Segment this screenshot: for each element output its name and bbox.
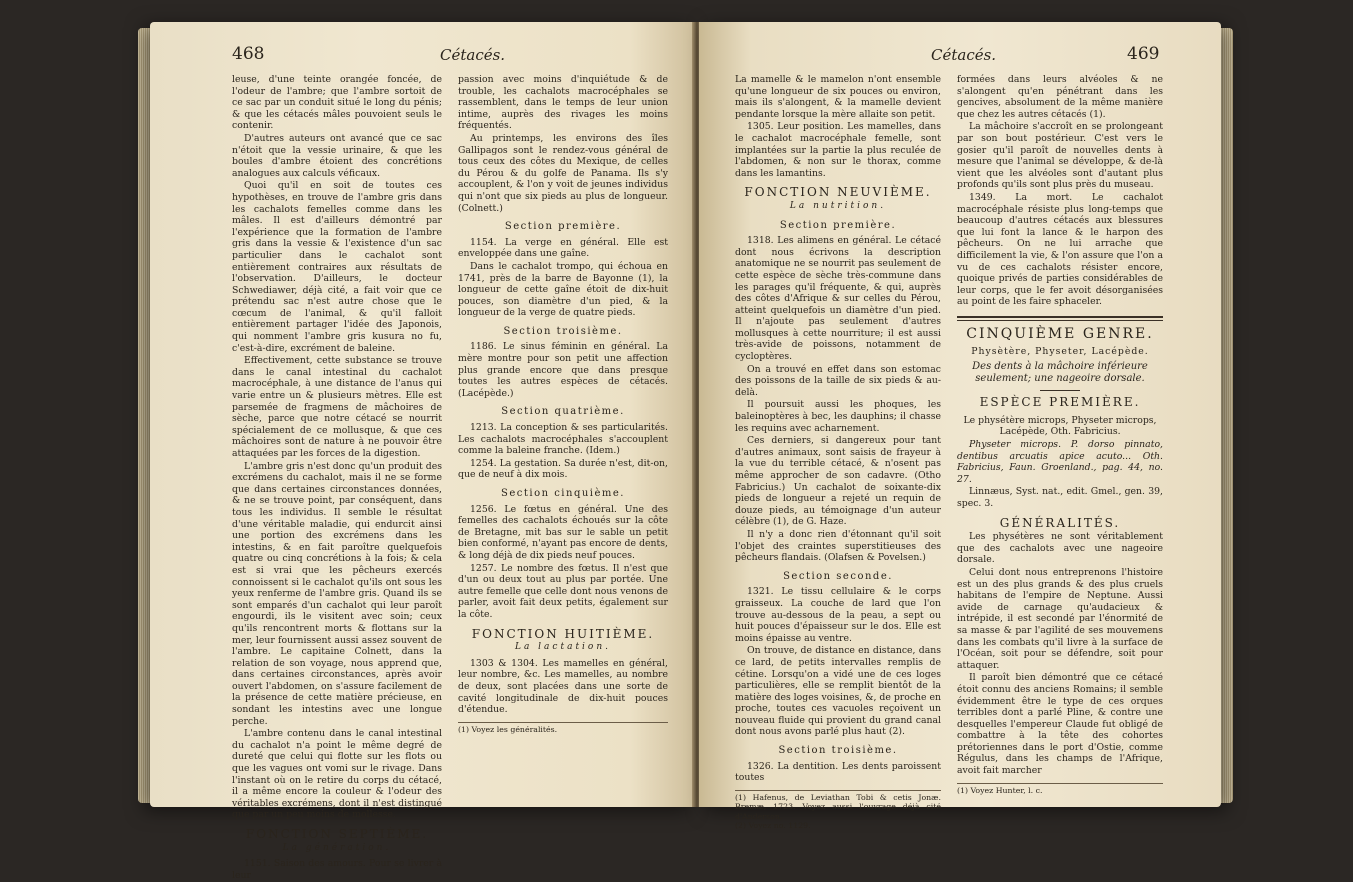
paragraph: Ces derniers, si dangereux pour tant d'autres animaux, sont saisis de frayeur à la vue du terrible cétacé, & n'osent pas même approcher de son cadavre. (Otho Fabricius.) Un cachalot de soixante-dix pieds de longueur a rejeté un requin de douze pieds, au témoignage d'un auteur célèbre (1), de G. Haze. bbox=[735, 435, 941, 528]
paragraph: Les physétères ne sont véritablement que des cachalots avec une nageoire dorsale. bbox=[957, 531, 1163, 566]
paragraph: Il poursuit aussi les phoques, les baleinoptères à bec, les dauphins; il chasse les requins avec acharnement. bbox=[735, 399, 941, 434]
paragraph: Quoi qu'il en soit de toutes ces hypothèses, en trouve de l'ambre gris dans les cachalots femelles comme dans les mâles. Il est d'ailleurs démontré par l'expérience que la formation de l'ambre gris dans la vessie & l'existence d'un sac particulier dans le cachalot sont entièrement contraires aux résultats de l'observation. D'ailleurs, le docteur Schwediawer, déjà cité, a fait voir que ce prétendu sac n'est autre chose que le cœcum de l'animal, & qu'il falloit entièrement partager l'idée des Japonois, qui nomment l'ambre gris kusura no fu, c'est-à-dire, excrément de baleine. bbox=[232, 180, 442, 354]
footnotes bbox=[458, 722, 668, 734]
section-heading: Section cinquième. bbox=[500, 488, 625, 499]
footnote: (2) Voyez no. 1129. bbox=[735, 821, 811, 831]
paragraph: 1305. Leur position. Les mamelles, dans le cachalot macrocéphale femelle, sont implantées sur la partie la plus reculée de l'abdomen, & non sur le thorax, comme dans les lamantins. bbox=[735, 121, 941, 179]
genus-heading: CINQUIÈME GENRE. bbox=[966, 325, 1154, 342]
species-reference: Linnæus, Syst. nat., edit. Gmel., gen. 39, spec. 3. bbox=[957, 486, 1163, 509]
paragraph: 1326. La dentition. Les dents paroissent toutes bbox=[735, 760, 941, 784]
paragraph: formées dans leurs alvéoles & ne s'alongent qu'en pénétrant dans les gencives, absolument de la même manière que chez les autres cétacés (1). bbox=[957, 74, 1163, 120]
species-synonym: Physeter microps. P. dorso pinnato, dentibus arcuatis apice acuto... Oth. Fabricius, Faun. Groenland., pag. 44, no. 27. bbox=[957, 439, 1163, 485]
paragraph: On trouve, de distance en distance, dans ce lard, de petits intervalles remplis de cétine. Lorsqu'on a vidé une de ces loges particulières, elle se remplit bientôt de la matière des loges voisines, &, de proche en proche, toutes ces vacuoles reçoivent un nouveau fluide qui provient du grand canal dont nous avons parlé plus haut (2). bbox=[735, 645, 941, 738]
paragraph: 1303 & 1304. Les mamelles en général, leur nombre, &c. Les mamelles, au nombre de deux, sont placées dans une sorte de cavité longitudinale de dix-huit pouces d'étendue. bbox=[458, 657, 668, 716]
function-subheading: La nutrition. bbox=[789, 200, 887, 211]
species-name: Le physétère microps, Physeter microps, Lacépède, Oth. Fabricius. bbox=[963, 414, 1157, 438]
footnote: (1) Voyez les généralités. bbox=[458, 724, 558, 734]
genus-description: Des dents à la mâchoire inférieure seulement; une nageoire dorsale. bbox=[972, 361, 1148, 384]
paragraph: leuse, d'une teinte orangée foncée, de l'odeur de l'ambre; que l'ambre sortoit de ce sac par un conduit situé le long du pénis; & que les cétacés mâles pouvoient seuls le contenir. bbox=[232, 74, 442, 132]
right-page-number: 469 bbox=[1127, 44, 1160, 64]
right-page bbox=[699, 22, 1221, 831]
genus-name: Physètère, Physeter, Lacépède. bbox=[971, 346, 1149, 358]
section-heading: Section troisième. bbox=[503, 325, 623, 337]
short-rule bbox=[1040, 390, 1080, 391]
double-rule bbox=[957, 316, 1163, 321]
section-heading: Section troisième. bbox=[778, 745, 898, 757]
left-column-2 bbox=[458, 74, 668, 734]
right-running-header: Cétacés. bbox=[931, 46, 997, 64]
footnote: (1) Voyez Hunter, l. c. bbox=[957, 785, 1043, 795]
paragraph: 1213. La conception & ses particularités. Les cachalots macrocéphales s'accouplent comme la baleine franche. (Idem.) bbox=[458, 422, 668, 457]
paragraph: 1254. La gestation. Sa durée n'est, dit-on, que de neuf à dix mois. bbox=[458, 457, 668, 481]
paragraph: 1349. La mort. Le cachalot macrocéphale résiste plus long-temps que beaucoup d'autres cétacés aux blessures que lui font la lance & le harpon des pêcheurs. On ne lui arrache que difficilement la vie, & l'on assure que l'on a vu de ces cachalots résister encore, quoique privés de parties considérables de leur corps, que le fer avoit désorganisées au point de les faire sphaceler. bbox=[957, 191, 1163, 308]
function-heading: FONCTION NEUVIÈME. bbox=[744, 185, 932, 200]
paragraph: 1154. La verge en général. Elle est enveloppée dans une gaîne. bbox=[458, 236, 668, 260]
paragraph: Dans le cachalot trompo, qui échoua en 1741, près de la barre de Bayonne (1), la longueur de cette gaîne étoit de dix-huit pouces, son diamètre d'un pied, & la longueur de la verge de quatre pieds. bbox=[458, 260, 668, 319]
paragraph: D'autres auteurs ont avancé que ce sac n'étoit que la vessie urinaire, & que les boules d'ambre étoient des concrétions analogues aux calculs véficaux. bbox=[232, 132, 442, 179]
paragraph: L'ambre contenu dans le canal intestinal du cachalot n'a point le même degré de dureté que celui qui flotte sur les flots ou que les vagues ont vomi sur le rivage. Dans l'instant où on le retire du corps du cétacé, il a même encore la couleur & l'odeur des véritables excrémens, dont il n'est distingué que par un peu moins de mollesse. bbox=[232, 728, 442, 821]
function-subheading: La lactation. bbox=[514, 642, 612, 653]
right-column-2 bbox=[957, 74, 1163, 795]
section-heading: Section quatrième. bbox=[501, 406, 625, 418]
section-heading: Section première. bbox=[504, 221, 622, 233]
paragraph: La mâchoire s'accroît en se prolongeant par son bout postérieur. C'est vers le gosier qu'il paroît de nouvelles dents à mesure que l'animal se développe, & de-là vient que les alvéoles sont d'autant plus profonds qu'ils sont plus près du museau. bbox=[957, 121, 1163, 191]
paragraph: 1257. Le nombre des fœtus. Il n'est que d'un ou deux tout au plus par portée. Une autre femelle que celle dont nous venons de parler, avoit fait deux petits, également sur la côte. bbox=[458, 562, 668, 620]
paragraph: L'ambre gris n'est donc qu'un produit des excrémens du cachalot, mais il ne se forme que dans certaines circonstances données, & ne se trouve point, par conséquent, dans tous les individus. Il semble le résultat d'une véritable maladie, qui endurcit ainsi une portion des excrémens dans les intestins, & en fait paroître quelquefois quatre ou cinq concrétions à la fois; & cela est si vrai que les pêcheurs exercés connoissent si le cachalot qu'ils ont sous les yeux renferme de l'ambre gris. Quand ils se sont emparés d'un cachalot qui leur paroît engourdi, ils le visitent avec soin; ceux qu'ils rencontrent morts & flottans sur la mer, leur fournissent aussi assez souvent de l'ambre. Le capitaine Colnett, dans la relation de son voyage, nous apprend que, dans certaines circonstances, après avoir ouvert l'abdomen, on s'assure facilement de la présence de cette matière précieuse, en sondant les intestins avec une longue perche. bbox=[232, 460, 442, 727]
function-subheading: La génération. bbox=[282, 842, 392, 853]
footnotes bbox=[957, 783, 1163, 795]
left-page-number: 468 bbox=[232, 44, 265, 64]
left-page bbox=[150, 22, 695, 881]
function-heading: FONCTION SEPTIÈME. bbox=[245, 827, 429, 841]
generalities-heading: GÉNÉRALITÉS. bbox=[999, 515, 1121, 530]
paragraph: Il paroît bien démontré que ce cétacé étoit connu des anciens Romains; il semble évidemment être le type de ces orques terribles dont a parlé Pline, & contre une desquelles l'empereur Claude fut obligé de combattre à la tête des cohortes prétoriennes dans le port d'Ostie, comme Régulus, dans les champs de l'Afrique, avoit fait marcher bbox=[957, 672, 1163, 777]
paragraph: Effectivement, cette substance se trouve dans le canal intestinal du cachalot macrocéphale, à une distance de l'anus qui varie entre un & plusieurs mètres. Elle est parsemée de fragmens de mâchoires de sèche, parce que notre cétacé se nourrit spécialement de ce mollusque, & que ces mâchoires sont de nature à ne pouvoir être attaquées par les forces de la digestion. bbox=[232, 355, 442, 459]
footnotes bbox=[735, 790, 941, 831]
species-heading: ESPÈCE PREMIÈRE. bbox=[979, 395, 1141, 410]
paragraph: On a trouvé en effet dans son estomac des poissons de la taille de six pieds & au-delà. bbox=[735, 363, 941, 398]
paragraph: 1318. Les alimens en général. Le cétacé dont nous écrivons la description anatomique ne se nourrit pas seulement de cette espèce de sèche très-commune dans les parages qu'il fréquente, & qui, auprès des côtes d'Afrique & sur celles du Pérou, atteint quelquefois un diamètre d'un pied. Il n'ajoute pas seulement d'autres mollusques à cette nourriture; il est aussi très-avide de poissons, notamment de cycloptères. bbox=[735, 235, 941, 363]
footnote: (1) Hafenus, de Leviathan Tobi & cetis Jonæ. Bremæ, 1723. Voyez aussi l'ouvrage déjà cité d'Anderson. bbox=[735, 792, 941, 821]
paragraph: passion avec moins d'inquiétude & de trouble, les cachalots macrocéphales se rassemblent, dans le temps de leur union intime, auprès des rivages les moins fréquentés. bbox=[458, 74, 668, 132]
paragraph: 1186. Le sinus féminin en général. La mère montre pour son petit une affection plus grande encore que dans presque toutes les autres espèces de cétacés. (Lacépède.) bbox=[458, 341, 668, 399]
right-page-edge bbox=[1219, 28, 1233, 803]
paragraph: 1256. Le fœtus en général. Une des femelles des cachalots échoués sur la côte de Bretagne, mit bas sur le sable un petit bien conformé, n'ayant pas encore de dents, & long déjà de dix pieds neuf pouces. bbox=[458, 503, 668, 561]
right-column-1 bbox=[735, 74, 941, 830]
left-column-1 bbox=[232, 74, 442, 882]
section-heading: Section première. bbox=[779, 219, 897, 231]
function-heading: FONCTION HUITIÈME. bbox=[471, 626, 655, 641]
paragraph: 1321. Le tissu cellulaire & le corps graisseux. La couche de lard que l'on trouve au-dessous de la peau, a sept ou huit pouces d'épaisseur sur le dos. Elle est moins épaisse au ventre. bbox=[735, 586, 941, 644]
paragraph: Au printemps, les environs des îles Gallipagos sont le rendez-vous général de tous ceux des côtes du Mexique, de celles du Pérou & du golfe de Panama. Ils s'y accouplent, & l'on y voit de jeunes individus qui n'ont que six pieds au plus de longueur. (Colnett.) bbox=[458, 132, 668, 214]
paragraph: Il n'y a donc rien d'étonnant qu'il soit l'objet des craintes superstitieuses des pêcheurs flandais. (Olafsen & Povelsen.) bbox=[735, 528, 941, 564]
section-heading: Section seconde. bbox=[783, 570, 893, 582]
paragraph: 1151. Saison des amours. Pour se livrer à leur bbox=[232, 858, 442, 881]
left-running-header: Cétacés. bbox=[440, 46, 506, 64]
paragraph: Celui dont nous entreprenons l'histoire est un des plus grands & des plus cruels habitans de l'empire de Neptune. Aussi avide de carnage qu'audacieux & intrépide, il est secondé par l'énormité de sa masse & par l'agilité de ses mouvemens dans les combats qu'il livre à la surface de l'Océan, soit pour se défendre, soit pour attaquer. bbox=[957, 566, 1163, 671]
paragraph: La mamelle & le mamelon n'ont ensemble qu'une longueur de six pouces ou environ, mais ils s'alongent, & la mamelle devient pendante lorsque la mère allaite son petit. bbox=[735, 74, 941, 120]
